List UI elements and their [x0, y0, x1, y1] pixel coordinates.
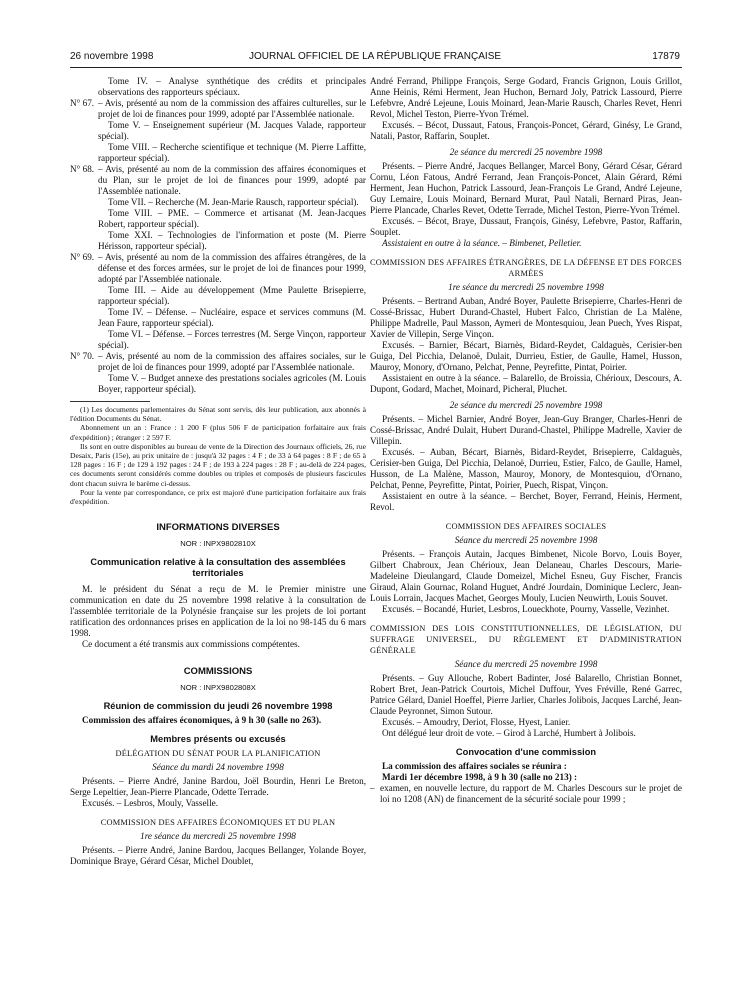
presents-list-continued: André Ferrand, Philippe François, Serge Godard, Francis Grignon, Louis Grillot, Anne Heinis, Rémi Herment, Jean Huchon, Bernard Joly, Patrick Lassourd, Pierre Lefebvre, André Lejeune, Louis Moinard, Jean-Marie Rausch, Charles Revet, Henri Revol, Michel Teston, Pierre-Yvon Trémel. — [370, 76, 682, 119]
excuses-list: Excusés. – Bécot, Dussaut, Fatous, François-Poncet, Gérard, Ginésy, Le Grand, Natali, Pastor, Raffarin, Souplet. — [370, 120, 682, 141]
presents-list: Présents. – Pierre André, Janine Bardou, Jacques Bellanger, Yolande Boyer, Dominique Braye, Gérard César, Michel Doublet, — [70, 845, 366, 867]
commission-heading: COMMISSION DES AFFAIRES ÉTRANGÈRES, DE LA DÉFENSE ET DES FORCES ARMÉES — [370, 258, 682, 278]
header-journal-title: JOURNAL OFFICIEL DE LA RÉPUBLIQUE FRANÇAISE — [248, 51, 502, 62]
convocation-date: Mardi 1er décembre 1998, à 9 h 30 (salle no 213) : — [382, 772, 578, 782]
assistaient-list: Assistaient en outre à la séance. – Berchet, Boyer, Ferrand, Heinis, Herment, Revol. — [370, 491, 682, 512]
avis-number: N° 69. — [70, 252, 95, 262]
assistaient-list: Assistaient en outre à la séance. – Bimbenet, Pelletier. — [382, 238, 582, 248]
footnote: (1) Les documents parlementaires du Sénat sont servis, dès leur publication, aux abonnés à l'édition Documents du Sénat. — [70, 405, 366, 424]
excuses-list: Excusés. – Bécot, Braye, Dussaut, François, Ginésy, Lefebvre, Pastor, Raffarin, Souplet. — [370, 216, 682, 237]
seance-title: 1re séance du mercredi 25 novembre 1998 — [140, 831, 296, 842]
tome-line: Tome VIII. – Recherche scientifique et technique (M. Pierre Laffitte, rapporteur spécial). — [98, 142, 366, 163]
nor-reference: NOR : INPX9802810X — [180, 539, 256, 549]
tome-line: Tome XXI. – Technologies de l'information et poste (M. Pierre Hérisson, rapporteur spécial). — [98, 230, 366, 251]
avis-67 — [70, 98, 366, 164]
seance-title: Séance du mercredi 25 novembre 1998 — [454, 659, 598, 669]
avis-text: – Avis, présenté au nom de la commission des affaires sociales, sur le projet de loi de finances pour 1999, adopté par l'Assemblée nationale. — [98, 351, 366, 372]
commission-heading: COMMISSION DES LOIS CONSTITUTIONNELLES, DE LÉGISLATION, DU SUFFRAGE UNIVERSEL, DU RÈGLEMENT ET D'ADMINISTRATION GÉNÉRALE — [370, 624, 682, 655]
avis-text: – Avis, présenté au nom de la commission des affaires étrangères, de la défense et des forces armées, sur le projet de loi de finances pour 1999, adopté par l'Assemblée nationale. — [98, 252, 366, 284]
tome-line: Tome V. – Budget annexe des prestations sociales agricoles (M. Louis Boyer, rapporteur spécial). — [98, 373, 366, 394]
excuses-list: Excusés. – Barnier, Bécart, Biarnès, Bidard-Reydet, Caldaguès, Cerisier-ben Guiga, Del Picchia, Delanoë, Dulait, Durrieu, Estier, de Gaulle, Hamel, Husson, Mauroy, Monory, d'Ornano, Pelchat, Penne, Peyrefitte, Pintat, Poirier. — [370, 340, 682, 372]
tome-line: Tome III. – Aide au développement (Mme Paulette Brisepierre, rapporteur spécial). — [98, 285, 366, 306]
convocation-title: Convocation d'une commission — [455, 747, 597, 757]
footnote: Ils sont en outre disponibles au bureau de vente de la Direction des Journaux officiels, 26, rue Desaix, Paris (15e), au prix unitaire de : jusqu'à 32 pages : 4 F ; de 33 à 64 pages : 8 F ; de 65 à 128 pages : 16 F ; de 129 à 192 pages : 24 F ; de 193 à 224 pages : 28 F ; au-delà de 224 pages, ces documents seront considérés comme doubles ou triples et composés de plusieurs fascicules dont chacun suivra le barème ci-dessus. — [70, 441, 366, 488]
seance-title: 2e séance du mercredi 25 novembre 1998 — [449, 400, 603, 410]
header-date: 26 novembre 1998 — [70, 51, 154, 62]
avis-69 — [70, 252, 366, 351]
reunion-title: Réunion de commission du jeudi 26 novembre 1998 — [103, 701, 333, 712]
communication-title: Communication relative à la consultation des assemblées territoriales — [90, 557, 346, 579]
presents-list: Présents. – Pierre André, Jacques Bellanger, Marcel Bony, Gérard César, Gérard Cornu, Léon Fatous, André Ferrand, Jean François-Poncet, Alain Gérard, Rémi Herment, Jean Huchon, Patrick Lassourd, Jean-François Le Grand, André Lejeune, Guy Lemaire, Louis Moinard, Bernard Murat, Paul Natali, Bernard Piras, Jean-Pierre Plancade, Charles Revet, Odette Terrade, Michel Teston, Pierre-Yvon Trémel. — [370, 161, 682, 215]
presents-list: Présents. – François Autain, Jacques Bimbenet, Nicole Borvo, Louis Boyer, Gilbert Chabroux, Jean Chérioux, Jean Delaneau, Charles Descours, Marie-Madeleine Dieulangard, Claude Domeizel, Michel Esneu, Guy Fischer, Francis Giraud, Alain Gournac, Roland Huguet, André Jourdain, Dominique Leclerc, Jean-Louis Lorrain, Jacques Machet, Georges Mouly, Lucien Neuwirth, Louis Souvet. — [370, 549, 682, 603]
avis-number: N° 67. — [70, 98, 95, 108]
convocation-line: La commission des affaires sociales se réunira : — [382, 761, 567, 771]
tome-line: Tome VIII. – PME. – Commerce et artisanat (M. Jean-Jacques Robert, rapporteur spécial). — [98, 208, 366, 229]
paragraph: Ce document a été transmis aux commissions compétentes. — [82, 639, 300, 650]
seance-title: 2e séance du mercredi 25 novembre 1998 — [449, 147, 603, 157]
presents-list: Présents. – Guy Allouche, Robert Badinter, José Balarello, Christian Bonnet, Robert Bret, Jean-Patrick Courtois, Michel Duffour, Yves Fréville, René Garrec, Patrice Gélard, Daniel Hoeffel, Pierre Jarlier, Charles Jolibois, Jacques Larché, Jean-Claude Peyronnet, Simon Sutour. — [370, 673, 682, 716]
dash-marker: – — [370, 783, 375, 793]
paragraph: M. le président du Sénat a reçu de M. le Premier ministre une communication en date du 25 novembre 1998 relative à la consultation de l'assemblée territoriale de la Polynésie française sur les projets de loi portant ratification des ordonnances prises en application de la loi no 98-145 du 6 mars 1998. — [70, 584, 366, 639]
tome-line: Tome V. – Enseignement supérieur (M. Jacques Valade, rapporteur spécial). — [98, 120, 366, 141]
presents-list: Présents. – Michel Barnier, André Boyer, Jean-Guy Branger, Charles-Henri de Cossé-Brissac, André Dulait, Hubert Durand-Chastel, Philippe Madrelle, Xavier de Villepin. — [370, 414, 682, 446]
presents-list: Présents. – Pierre André, Janine Bardou, Joël Bourdin, Henri Le Breton, Serge Lepeltier, Jean-Pierre Plancade, Odette Terrade. — [70, 776, 366, 798]
excuses-list: Excusés. – Bocandé, Huriet, Lesbros, Loueckhote, Pourny, Vasselle, Vezinhet. — [382, 604, 670, 614]
avis-text: – Avis, présenté au nom de la commission des affaires culturelles, sur le projet de loi de finances pour 1999, adopté par l'Assemblée nationale. — [98, 98, 366, 119]
presents-list: Présents. – Bertrand Auban, André Boyer, Paulette Brisepierre, Charles-Henri de Cossé-Brissac, Hubert Durand-Chastel, Hubert Falco, Christian de La Malène, Philippe Madrelle, Paul Masson, Aymeri de Montesquiou, Jean Puech, Yves Rispat, Xavier de Villepin, Serge Vinçon. — [370, 296, 682, 339]
left-column — [70, 76, 366, 867]
header-rule — [70, 67, 682, 68]
footnote: Abonnement un an : France : 1 200 F (plus 506 F de participation forfaitaire aux frais d'expédition) ; étranger : 2 597 F. — [70, 423, 366, 442]
reunion-line: Commission des affaires économiques, à 9 h 30 (salle no 263). — [82, 715, 322, 726]
commission-heading: COMMISSION DES AFFAIRES SOCIALES — [445, 522, 607, 531]
commission-heading: COMMISSION DES AFFAIRES ÉCONOMIQUES ET DU PLAN — [100, 818, 336, 828]
tome-line: Tome IV. – Défense. – Nucléaire, espace et services communs (M. Jean Faure, rapporteur spécial). — [98, 307, 366, 328]
delegue-list: Ont délégué leur droit de vote. – Girod à Larché, Humbert à Jolibois. — [382, 728, 636, 738]
footnote-rule — [70, 401, 150, 402]
tome-line: Tome IV. – Analyse synthétique des crédits et principales observations des rapporteurs spéciaux. — [98, 76, 366, 97]
section-heading: COMMISSIONS — [183, 666, 253, 678]
excuses-list: Excusés. – Amoudry, Deriot, Flosse, Hyest, Lanier. — [382, 717, 571, 727]
avis-70 — [70, 351, 366, 395]
membres-title: Membres présents ou excusés — [150, 734, 286, 745]
right-column — [370, 76, 682, 805]
assistaient-list: Assistaient en outre à la séance. – Balarello, de Broissia, Chérioux, Descours, A. Dupont, Godard, Machet, Moinard, Picheral, Pluchet. — [370, 373, 682, 394]
seance-title: Séance du mercredi 25 novembre 1998 — [454, 535, 598, 545]
agenda-item-text: examen, en nouvelle lecture, du rapport de M. Charles Descours sur le projet de loi no 1208 (AN) de financement de la sécurité sociale pour 1999 ; — [380, 783, 682, 804]
footnote: Pour la vente par correspondance, ce prix est majoré d'une participation forfaitaire aux frais d'expédition. — [70, 487, 366, 507]
avis-number: N° 70. — [70, 351, 95, 361]
avis-68 — [70, 164, 366, 252]
avis-number: N° 68. — [70, 164, 95, 174]
excuses-list: Excusés. – Auban, Bécart, Biarnès, Bidard-Reydet, Brisepierre, Caldaguès, Cerisier-ben Guiga, Del Picchia, Delanoë, Durrieu, Estier, Falco, de Gaulle, Hamel, Husson, de La Malène, Masson, Mauroy, Monory, de Montesquiou, d'Ornano, Pelchat, Penne, Peyrefitte, Pintat, Poirier, Puech, Rispat, Vinçon. — [370, 447, 682, 490]
excuses-list: Excusés. – Lesbros, Mouly, Vasselle. — [82, 798, 219, 809]
tome-line: Tome VII. – Recherche (M. Jean-Marie Rausch, rapporteur spécial). — [108, 197, 359, 207]
section-heading: INFORMATIONS DIVERSES — [156, 522, 280, 534]
seance-title: Séance du mardi 24 novembre 1998 — [152, 762, 284, 773]
seance-title: 1re séance du mercredi 25 novembre 1998 — [448, 282, 604, 292]
page-header — [70, 51, 680, 65]
tome-line: Tome VI. – Défense. – Forces terrestres (M. Serge Vinçon, rapporteur spécial). — [98, 329, 366, 350]
avis-text: – Avis, présenté au nom de la commission des affaires économiques et du Plan, sur le projet de loi de finances pour 1999, adopté par l'Assemblée nationale. — [98, 164, 366, 196]
header-page-number: 17879 — [652, 51, 680, 62]
commission-heading: DÉLÉGATION DU SÉNAT POUR LA PLANIFICATION — [115, 749, 321, 759]
nor-reference: NOR : INPX9802808X — [180, 683, 256, 693]
agenda-item — [370, 783, 682, 805]
